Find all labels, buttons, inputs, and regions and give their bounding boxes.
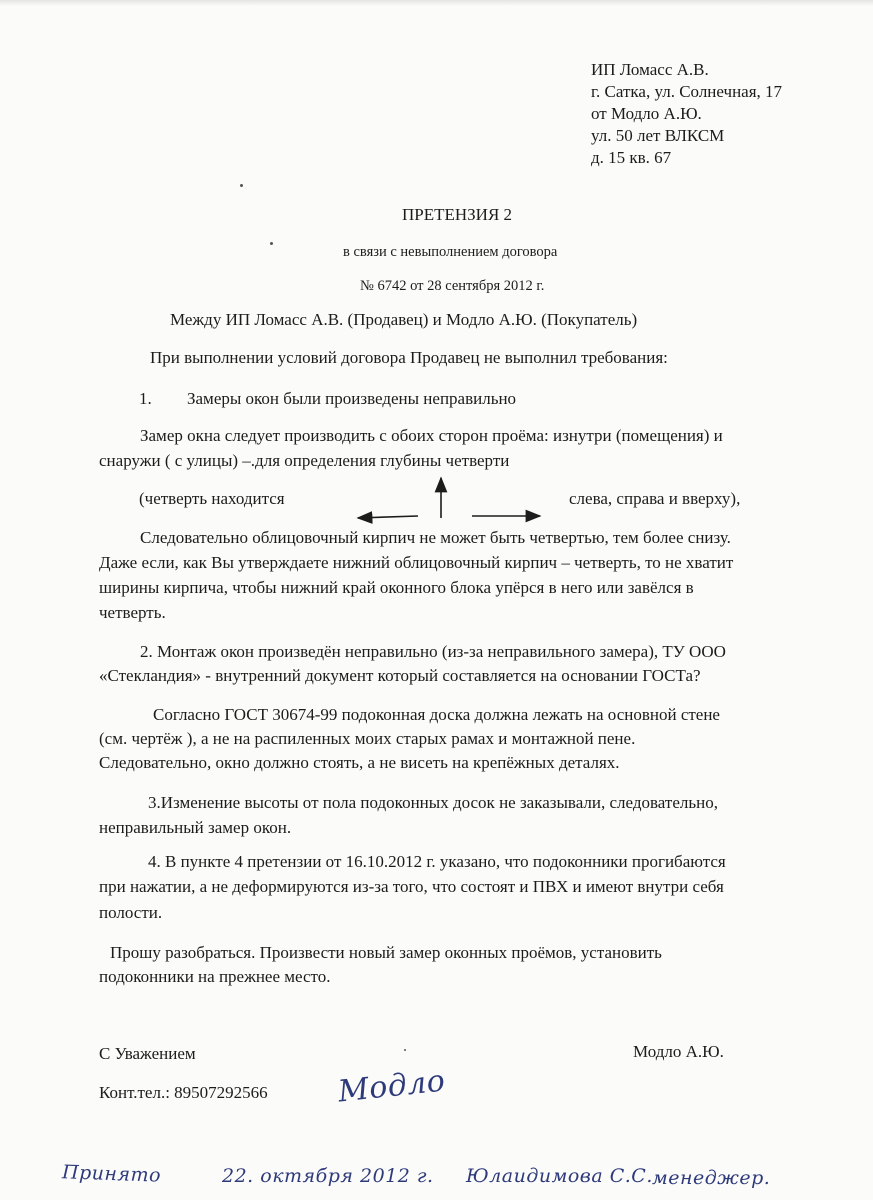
- paragraph-6-line: при нажатии, а не деформируются из-за того, что состоят и ПВХ и имеют внутри себя: [99, 877, 724, 896]
- document-title: ПРЕТЕНЗИЯ 2: [402, 205, 513, 224]
- paragraph-4-line: Следовательно, окно должно стоять, а не висеть на крепёжных деталях.: [99, 753, 620, 772]
- document-subtitle-2: № 6742 от 28 сентября 2012 г.: [360, 278, 545, 294]
- paragraph-2-line: Следовательно облицовочный кирпич не может быть четвертью, тем более снизу.: [140, 528, 731, 547]
- handwritten-signature: Модло: [336, 1063, 447, 1110]
- paragraph-6-line: полости.: [99, 903, 163, 922]
- paragraph-7-line: подоконники на прежнее место.: [99, 967, 331, 986]
- addressee-to-address: г. Сатка, ул. Солнечная, 17: [591, 82, 783, 101]
- addressee-from-apt: д. 15 кв. 67: [591, 148, 672, 167]
- paragraph-2-line: Даже если, как Вы утверждаете нижний облицовочный кирпич – четверть, то не хватит: [99, 553, 734, 572]
- handwritten-role: менеджер.: [652, 1167, 771, 1189]
- paragraph-4-line: Согласно ГОСТ 30674-99 подоконная доска должна лежать на основной стене: [153, 705, 720, 724]
- addressee-from-street: ул. 50 лет ВЛКСМ: [591, 126, 725, 145]
- scan-speck: [270, 242, 273, 245]
- item-1-number: 1.: [139, 389, 152, 408]
- addressee-from: от Модло А.Ю.: [591, 104, 702, 123]
- paragraph-5-line: неправильный замер окон.: [99, 818, 292, 837]
- paragraph-1-line: снаружи ( с улицы) –.для определения глубины четверти: [99, 451, 510, 470]
- paragraph-3-line: «Стекландия» - внутренний документ который составляется на основании ГОСТа?: [99, 666, 701, 685]
- item-1-text: Замеры окон были произведены неправильно: [187, 389, 517, 408]
- paragraph-3-line: 2. Монтаж окон произведён неправильно (из-за неправильного замера), ТУ ООО: [140, 642, 726, 661]
- addressee-to: ИП Ломасс А.В.: [591, 60, 709, 79]
- signer-name: Модло А.Ю.: [633, 1042, 724, 1061]
- parties-line: Между ИП Ломасс А.В. (Продавец) и Модло А.Ю. (Покупатель): [170, 310, 638, 329]
- paragraph-5-line: 3.Изменение высоты от пола подоконных досок не заказывали, следовательно,: [148, 793, 718, 812]
- quarter-right-text: слева, справа и вверху),: [569, 489, 741, 508]
- paragraph-7-line: Прошу разобраться. Произвести новый замер оконных проёмов, установить: [110, 943, 662, 962]
- paragraph-2-line: четверть.: [99, 603, 166, 622]
- scan-speck: [240, 184, 243, 187]
- contact-phone: Конт.тел.: 89507292566: [99, 1083, 268, 1102]
- handwritten-name: Юлаидимова С.С.: [466, 1165, 653, 1187]
- handwritten-date: 22. октября 2012 г.: [222, 1165, 434, 1187]
- intro-line: При выполнении условий договора Продавец не выполнил требования:: [150, 348, 668, 367]
- paragraph-6-line: 4. В пункте 4 претензии от 16.10.2012 г. указано, что подоконники прогибаются: [148, 852, 726, 871]
- paragraph-4-line: (см. чертёж ), а не на распиленных моих старых рамах и монтажной пене.: [99, 729, 636, 748]
- paragraph-1-line: Замер окна следует производить с обоих сторон проёма: изнутри (помещения) и: [140, 426, 723, 445]
- arrow-left-icon: [358, 516, 418, 518]
- scan-speck: [404, 1049, 406, 1051]
- quarter-left-text: (четверть находится: [139, 489, 285, 508]
- handwritten-accepted: Принято: [61, 1161, 162, 1187]
- closing-text: С Уважением: [99, 1044, 196, 1063]
- paragraph-2-line: ширины кирпича, чтобы нижний край оконного блока упёрся в него или завёлся в: [99, 578, 694, 597]
- document-subtitle-1: в связи с невыполнением договора: [343, 244, 558, 260]
